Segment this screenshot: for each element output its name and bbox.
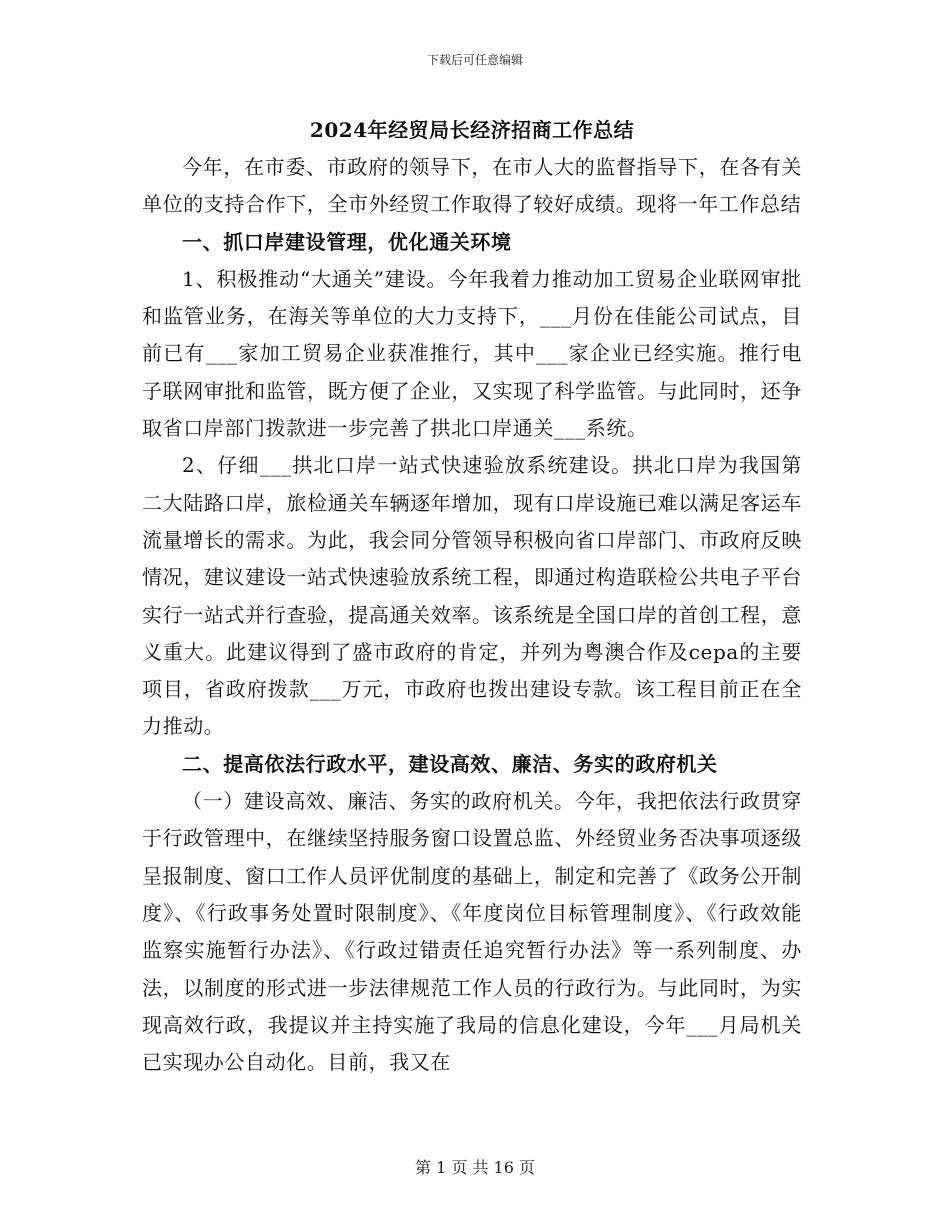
section-heading-2: 二、提高依法行政水平，建设高效、廉洁、务实的政府机关 (182, 751, 718, 776)
header-note: 下载后可任意编辑 (426, 53, 523, 67)
document-body (142, 112, 802, 1081)
body-paragraph-1: 1、积极推动“大通关”建设。今年我着力推动加工贸易企业联网审批和监管业务，在海关等单位的大力支持下，___月份在佳能公司试点，目前已有___家加工贸易企业获准推行，其中___家企业已经实施。推行电子联网审批和监管，既方便了企业，又实现了科学监管。与此同时，还争取省口岸部门拨款进一步完善了拱北口岸通关___系统。 (142, 266, 802, 441)
body-paragraph-2: 2、仔细___拱北口岸一站式快速验放系统建设。拱北口岸为我国第二大陆路口岸，旅检通关车辆逐年增加，现有口岸设施已难以满足客运车流量增长的需求。为此，我会同分管领导积极向省口岸部门、市政府反映情况，建议建设一站式快速验放系统工程，即通过构造联检公共电子平台实行一站式并行查验，提高通关效率。该系统是全国口岸的首创工程，意义重大。此建议得到了盛市政府的肯定，并列为粤澳合作及cepa的主要项目，省政府拨款___万元，市政府也拨出建设专款。该工程目前正在全力推动。 (142, 453, 802, 739)
intro-paragraph: 今年，在市委、市政府的领导下，在市人大的监督指导下，在各有关单位的支持合作下，全市外经贸工作取得了较好成绩。现将一年工作总结 (142, 155, 802, 217)
page-number-footer: 第 1 页 共 16 页 (415, 1158, 535, 1177)
section-heading-1: 一、抓口岸建设管理，优化通关环境 (182, 229, 512, 254)
body-paragraph-3: （一）建设高效、廉洁、务实的政府机关。今年，我把依法行政贯穿于行政管理中，在继续坚持服务窗口设置总监、外经贸业务否决事项逐级呈报制度、窗口工作人员评优制度的基础上，制定和完善了《政务公开制度》、《行政事务处置时限制度》、《年度岗位目标管理制度》、《行政效能监察实施暂行办法》、《行政过错责任追究暂行办法》等一系列制度、办法，以制度的形式进一步法律规范工作人员的行政行为。与此同时，为实现高效行政，我提议并主持实施了我局的信息化建设，今年___月局机关已实现办公自动化。目前，我又在 (142, 789, 802, 1075)
document-title: 2024年经贸局长经济招商工作总结 (309, 118, 635, 142)
